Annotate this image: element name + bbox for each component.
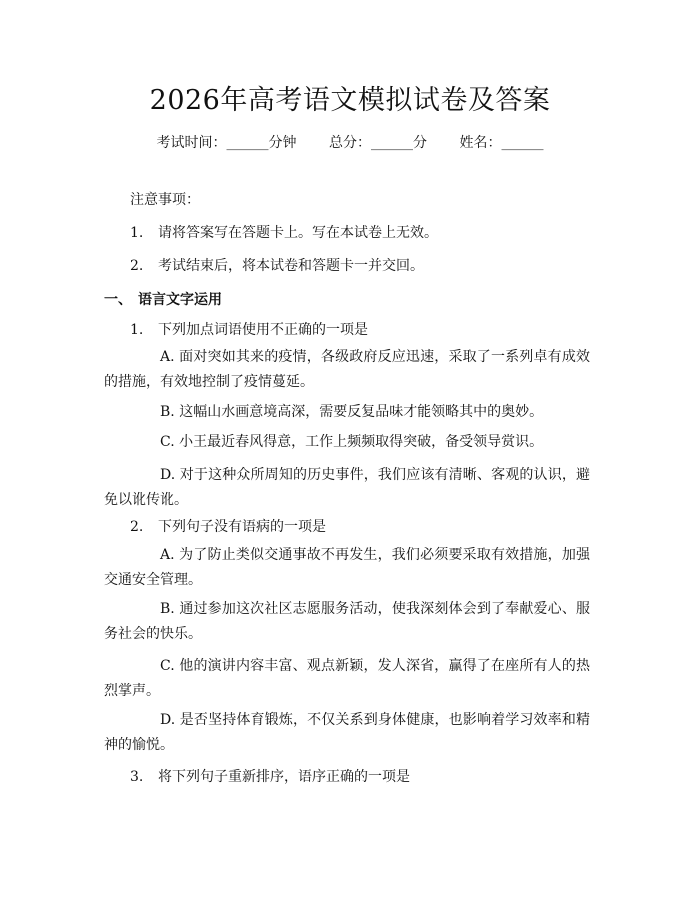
section-title: 语言文字运用 (138, 292, 222, 308)
question-3 (130, 767, 410, 787)
question-2 (130, 517, 326, 537)
question-2-option-b: B. 通过参加这次社区志愿服务活动，使我深刻体会到了奉献爱心、服务社会的快乐。 (104, 601, 590, 642)
question-number: 2. (130, 519, 144, 535)
exam-score-field: 总分：______分 (329, 135, 427, 151)
question-1 (130, 320, 368, 340)
notes-heading: 注意事项： (130, 192, 200, 208)
note-text: 考试结束后，将本试卷和答题卡一并交回。 (158, 258, 424, 274)
question-number: 3. (130, 769, 144, 785)
question-stem: 将下列句子重新排序，语序正确的一项是 (158, 769, 410, 785)
question-1-option-c: C. 小王最近春风得意，工作上频频取得突破，备受领导赏识。 (160, 434, 544, 450)
question-1-option-b: B. 这幅山水画意境高深，需要反复品味才能领略其中的奥妙。 (160, 404, 544, 420)
exam-time-field: 考试时间：______分钟 (156, 135, 297, 151)
note-text: 请将答案写在答题卡上。写在本试卷上无效。 (158, 225, 438, 241)
note-item (130, 256, 424, 276)
section-number: 一、 (104, 292, 132, 308)
question-2-option-a: A. 为了防止类似交通事故不再发生，我们必须要采取有效措施，加强交通安全管理。 (104, 547, 590, 588)
note-number: 1. (130, 225, 144, 241)
exam-meta (0, 132, 700, 152)
question-1-option-a: A. 面对突如其来的疫情，各级政府反应迅速，采取了一系列卓有成效的措施，有效地控制了疫情蔓延。 (104, 349, 590, 390)
question-number: 1. (130, 322, 144, 338)
note-item (130, 223, 438, 243)
question-2-option-d: D. 是否坚持体育锻炼，不仅关系到身体健康，也影响着学习效率和精神的愉悦。 (104, 712, 590, 753)
student-name-field: 姓名：______ (459, 135, 544, 151)
section-heading (104, 290, 222, 310)
question-1-option-d: D. 对于这种众所周知的历史事件，我们应该有清晰、客观的认识，避免以讹传讹。 (104, 467, 590, 508)
question-stem: 下列句子没有语病的一项是 (158, 519, 326, 535)
question-2-option-c: C. 他的演讲内容丰富、观点新颖，发人深省，赢得了在座所有人的热烈掌声。 (104, 658, 590, 699)
note-number: 2. (130, 258, 144, 274)
page-title: 2026年高考语文模拟试卷及答案 (149, 85, 551, 116)
question-stem: 下列加点词语使用不正确的一项是 (158, 322, 368, 338)
